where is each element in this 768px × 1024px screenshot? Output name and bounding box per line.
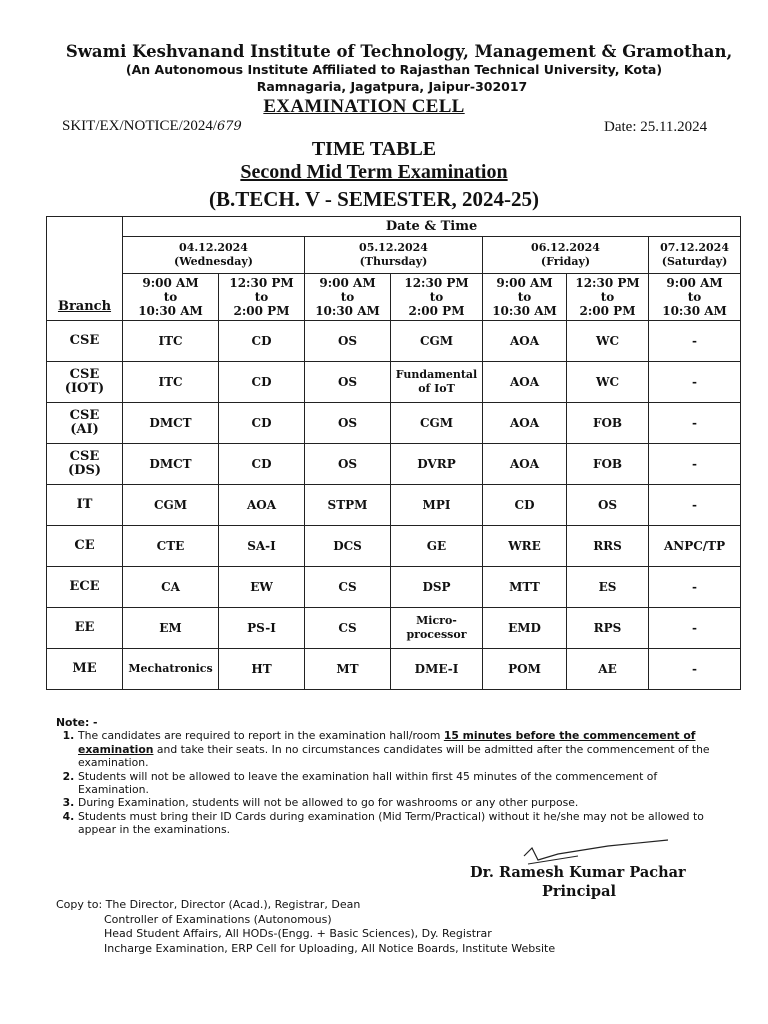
subject-cell: RRS bbox=[567, 526, 649, 567]
signatory-designation: Principal bbox=[542, 883, 616, 900]
subject-cell: - bbox=[649, 321, 741, 362]
subject-cell: OS bbox=[305, 321, 391, 362]
subject-cell: MT bbox=[305, 649, 391, 690]
affiliation-line: (An Autonomous Institute Affiliated to Rajasthan Technical University, Kota) bbox=[125, 62, 663, 77]
subject-cell: WC bbox=[567, 321, 649, 362]
copy-to-section bbox=[56, 898, 555, 956]
subject-cell: - bbox=[649, 444, 741, 485]
subject-cell: WC bbox=[567, 362, 649, 403]
subject-cell: GE bbox=[391, 526, 483, 567]
time-slot-header: 12:30 PM to 2:00 PM bbox=[567, 274, 649, 321]
subject-cell: RPS bbox=[567, 608, 649, 649]
subject-cell: ANPC/TP bbox=[649, 526, 741, 567]
day-header: 05.12.2024 (Thursday) bbox=[305, 237, 483, 274]
subject-cell: - bbox=[649, 567, 741, 608]
subject-cell: AOA bbox=[483, 444, 567, 485]
subject-cell: FOB bbox=[567, 444, 649, 485]
branch-cell: EE bbox=[47, 608, 123, 649]
exam-name: Second Mid Term Examination bbox=[240, 161, 508, 183]
subject-cell: ITC bbox=[123, 362, 219, 403]
copy-to-line: Head Student Affairs, All HODs-(Engg. + Basic Sciences), Dy. Registrar bbox=[104, 927, 492, 941]
notice-reference bbox=[62, 118, 242, 135]
subject-cell: Micro-processor bbox=[391, 608, 483, 649]
day-header: 06.12.2024 (Friday) bbox=[483, 237, 649, 274]
table-row bbox=[47, 321, 741, 362]
program-semester: (B.TECH. V - SEMESTER, 2024-25) bbox=[208, 187, 540, 211]
examination-cell-heading: EXAMINATION CELL bbox=[263, 96, 465, 117]
subject-cell: DME-I bbox=[391, 649, 483, 690]
time-slot-header: 12:30 PM to 2:00 PM bbox=[219, 274, 305, 321]
subject-cell: HT bbox=[219, 649, 305, 690]
subject-cell: FOB bbox=[567, 403, 649, 444]
subject-cell: CD bbox=[219, 444, 305, 485]
time-slot-header: 9:00 AM to 10:30 AM bbox=[649, 274, 741, 321]
copy-to-line: Incharge Examination, ERP Cell for Uploading, All Notice Boards, Institute Website bbox=[104, 941, 556, 955]
note-item: 3. During Examination, students will not be allowed to go for washrooms or any other purpose. bbox=[78, 796, 728, 809]
subject-cell: ITC bbox=[123, 321, 219, 362]
subject-cell: ES bbox=[567, 567, 649, 608]
subject-cell: - bbox=[649, 649, 741, 690]
subject-cell: OS bbox=[305, 444, 391, 485]
table-row bbox=[47, 362, 741, 403]
subject-cell: SA-I bbox=[219, 526, 305, 567]
subject-cell: EM bbox=[123, 608, 219, 649]
notice-ref-number: 679 bbox=[217, 119, 242, 134]
subject-cell: MTT bbox=[483, 567, 567, 608]
subject-cell: CD bbox=[483, 485, 567, 526]
subject-cell: STPM bbox=[305, 485, 391, 526]
signatory-name: Dr. Ramesh Kumar Pachar bbox=[470, 864, 686, 881]
subject-cell: DCS bbox=[305, 526, 391, 567]
subject-cell: CA bbox=[123, 567, 219, 608]
subject-cell: DMCT bbox=[123, 444, 219, 485]
subject-cell: EW bbox=[219, 567, 305, 608]
address-line: Ramnagaria, Jagatpura, Jaipur-302017 bbox=[256, 79, 528, 94]
subject-cell: CD bbox=[219, 321, 305, 362]
time-slot-header: 12:30 PM to 2:00 PM bbox=[391, 274, 483, 321]
subject-cell: OS bbox=[567, 485, 649, 526]
subject-cell: CGM bbox=[391, 321, 483, 362]
day-header: 04.12.2024 (Wednesday) bbox=[123, 237, 305, 274]
subject-cell: OS bbox=[305, 362, 391, 403]
subject-cell: CD bbox=[219, 362, 305, 403]
subject-cell: DVRP bbox=[391, 444, 483, 485]
subject-cell: CGM bbox=[123, 485, 219, 526]
subject-cell: AOA bbox=[483, 362, 567, 403]
subject-cell: EMD bbox=[483, 608, 567, 649]
subject-cell: AOA bbox=[219, 485, 305, 526]
note-item: 4. Students must bring their ID Cards during examination (Mid Term/Practical) without it he/she may not be allowed to appear in the examinations. bbox=[78, 810, 728, 837]
branch-cell: CSE (AI) bbox=[47, 403, 123, 444]
table-row bbox=[47, 485, 741, 526]
time-slot-header: 9:00 AM to 10:30 AM bbox=[305, 274, 391, 321]
branch-cell: IT bbox=[47, 485, 123, 526]
subject-cell: - bbox=[649, 362, 741, 403]
table-row bbox=[47, 444, 741, 485]
notice-date: Date: 25.11.2024 bbox=[604, 119, 708, 135]
branch-cell: CSE bbox=[47, 321, 123, 362]
notes-title: Note: - bbox=[56, 716, 98, 729]
subject-cell: CS bbox=[305, 567, 391, 608]
subject-cell: CGM bbox=[391, 403, 483, 444]
subject-cell: CD bbox=[219, 403, 305, 444]
subject-cell: OS bbox=[305, 403, 391, 444]
table-row bbox=[47, 608, 741, 649]
table-row bbox=[47, 649, 741, 690]
timetable-body bbox=[47, 321, 741, 690]
subject-cell: - bbox=[649, 403, 741, 444]
subject-cell: AOA bbox=[483, 403, 567, 444]
subject-cell: DMCT bbox=[123, 403, 219, 444]
branch-cell: CE bbox=[47, 526, 123, 567]
subject-cell: PS-I bbox=[219, 608, 305, 649]
branch-cell: CSE (IOT) bbox=[47, 362, 123, 403]
branch-cell: ECE bbox=[47, 567, 123, 608]
note-item: 2. Students will not be allowed to leave the examination hall within first 45 minutes of the commencement of Examination. bbox=[78, 770, 728, 797]
note-item: 1. The candidates are required to report in the examination hall/room 15 minutes before the commencement of examination and take their seats. In no circumstances candidates will be admitted after the commencement of the examination. bbox=[78, 729, 728, 769]
timetable-table bbox=[46, 216, 741, 690]
subject-cell: MPI bbox=[391, 485, 483, 526]
subject-cell: Fundamental of IoT bbox=[391, 362, 483, 403]
subject-cell: DSP bbox=[391, 567, 483, 608]
copy-to-line: Copy to: The Director, Director (Acad.), Registrar, Dean bbox=[56, 898, 361, 911]
table-row bbox=[47, 567, 741, 608]
time-slot-header: 9:00 AM to 10:30 AM bbox=[483, 274, 567, 321]
subject-cell: - bbox=[649, 608, 741, 649]
subject-cell: CS bbox=[305, 608, 391, 649]
branch-cell: ME bbox=[47, 649, 123, 690]
table-row bbox=[47, 403, 741, 444]
subject-cell: - bbox=[649, 485, 741, 526]
notes-section bbox=[56, 716, 728, 837]
time-slot-header: 9:00 AM to 10:30 AM bbox=[123, 274, 219, 321]
timetable-title: TIME TABLE bbox=[311, 138, 437, 160]
day-header: 07.12.2024 (Saturday) bbox=[649, 237, 741, 274]
table-row bbox=[47, 526, 741, 567]
institute-name: Swami Keshvanand Institute of Technology, Management & Gramothan, bbox=[65, 42, 733, 61]
branch-header: Branch bbox=[47, 217, 123, 321]
subject-cell: AE bbox=[567, 649, 649, 690]
copy-to-line: Controller of Examinations (Autonomous) bbox=[104, 912, 332, 926]
subject-cell: POM bbox=[483, 649, 567, 690]
date-time-header: Date & Time bbox=[123, 217, 741, 237]
subject-cell: CTE bbox=[123, 526, 219, 567]
subject-cell: WRE bbox=[483, 526, 567, 567]
subject-cell: AOA bbox=[483, 321, 567, 362]
branch-cell: CSE (DS) bbox=[47, 444, 123, 485]
subject-cell: Mechatronics bbox=[123, 649, 219, 690]
notice-ref-prefix: SKIT/EX/NOTICE/2024/ bbox=[62, 118, 217, 134]
